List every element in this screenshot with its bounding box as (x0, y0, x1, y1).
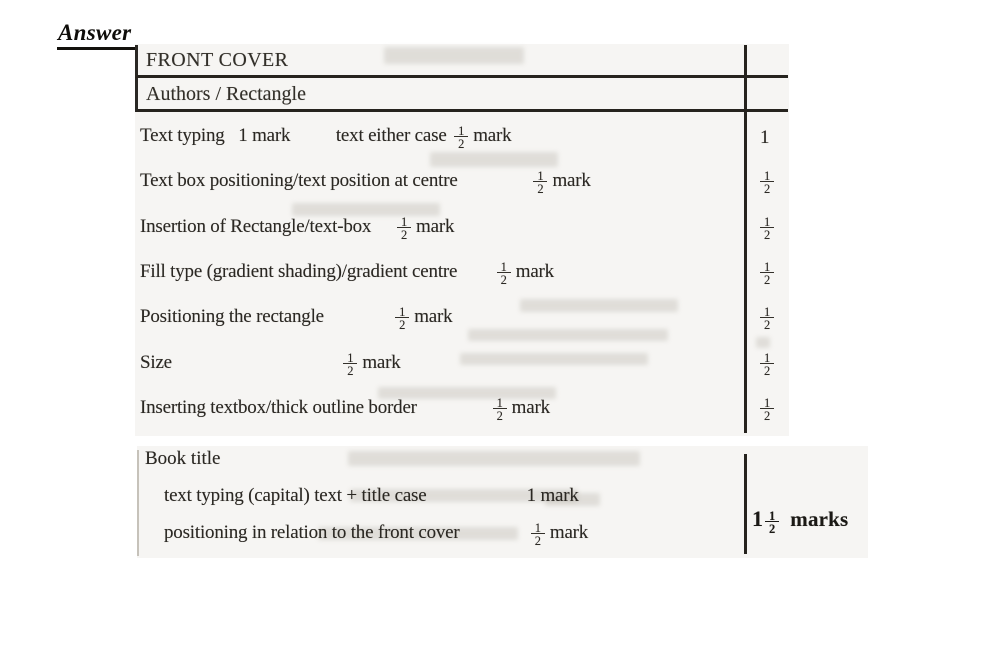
table-row (135, 341, 788, 386)
criterion-text (135, 306, 746, 331)
criterion-label: Inserting textbox/thick outline border (140, 396, 490, 418)
criterion-text (135, 216, 746, 241)
criterion-text (135, 397, 746, 422)
score-cell (746, 397, 774, 422)
subsection-title: Book title (145, 448, 221, 469)
criterion-text (135, 352, 746, 377)
criterion-label: text typing (capital) text + title case (164, 485, 527, 506)
mark-word: mark (416, 215, 455, 237)
half-fraction: $\frac{1}{2}$ (395, 307, 409, 331)
criterion-label: Size (140, 351, 341, 373)
half-fraction: $\frac{1}{2}$ (760, 353, 774, 377)
score-cell (746, 352, 774, 377)
criterion-text (135, 125, 746, 150)
criterion-label: Insertion of Rectangle/text-box (140, 215, 394, 237)
half-fraction: $\frac{1}{2}$ (760, 262, 774, 286)
half-fraction: $\frac{1}{2}$ (397, 217, 411, 241)
mark-word: mark (473, 125, 512, 147)
table-row (135, 251, 788, 296)
score-column-divider (744, 45, 747, 433)
criterion-label: Positioning the rectangle (140, 306, 393, 328)
table-row (135, 387, 788, 432)
answer-heading: Answer (57, 20, 136, 50)
total-marks-word: marks (790, 507, 849, 531)
subsection-header: Authors / Rectangle (135, 78, 788, 112)
table-row (135, 296, 788, 341)
score-column-divider (744, 454, 747, 554)
half-fraction: $\frac{1}{2}$ (531, 523, 545, 547)
total-marks (752, 506, 848, 535)
marking-table (135, 45, 788, 432)
table-row (135, 115, 788, 160)
half-fraction: $\frac{1}{2}$ (760, 171, 774, 195)
mark-word: mark (515, 261, 554, 283)
mark-word: mark (549, 522, 589, 543)
mark-word: mark (552, 170, 591, 192)
book-title-section (137, 448, 869, 547)
total-whole-number: 1 (752, 506, 763, 531)
mark-word: 1 mark (526, 485, 579, 506)
criterion-text (135, 261, 746, 286)
criterion-rows (135, 115, 788, 432)
criterion-label: Text typing 1 mark text either case (140, 125, 452, 147)
criterion-label: positioning in relation to the front cover (164, 522, 528, 543)
mark-word: mark (414, 306, 453, 328)
half-fraction: $\frac{1}{2}$ (454, 126, 468, 150)
mark-word: mark (362, 351, 401, 373)
half-fraction: $\frac{1}{2}$ (765, 511, 779, 535)
half-fraction: $\frac{1}{2}$ (760, 307, 774, 331)
score-cell (746, 216, 774, 241)
score-cell (746, 306, 774, 331)
section-header: FRONT COVER (135, 45, 788, 78)
criterion-text (135, 170, 746, 195)
left-rule (137, 450, 139, 556)
score-cell (746, 170, 774, 195)
half-fraction: $\frac{1}{2}$ (497, 262, 511, 286)
half-fraction: $\frac{1}{2}$ (533, 171, 547, 195)
score-cell: 1 (760, 126, 770, 148)
half-fraction: $\frac{1}{2}$ (343, 353, 357, 377)
score-cell (746, 261, 774, 286)
half-fraction: $\frac{1}{2}$ (493, 398, 507, 422)
criterion-label: Text box positioning/text position at centre (140, 170, 531, 192)
half-fraction: $\frac{1}{2}$ (760, 217, 774, 241)
criterion-text (137, 485, 869, 507)
mark-word: mark (511, 396, 550, 418)
table-row (135, 160, 788, 205)
criterion-label: Fill type (gradient shading)/gradient centre (140, 261, 494, 283)
half-fraction: $\frac{1}{2}$ (760, 398, 774, 422)
table-row (135, 206, 788, 251)
